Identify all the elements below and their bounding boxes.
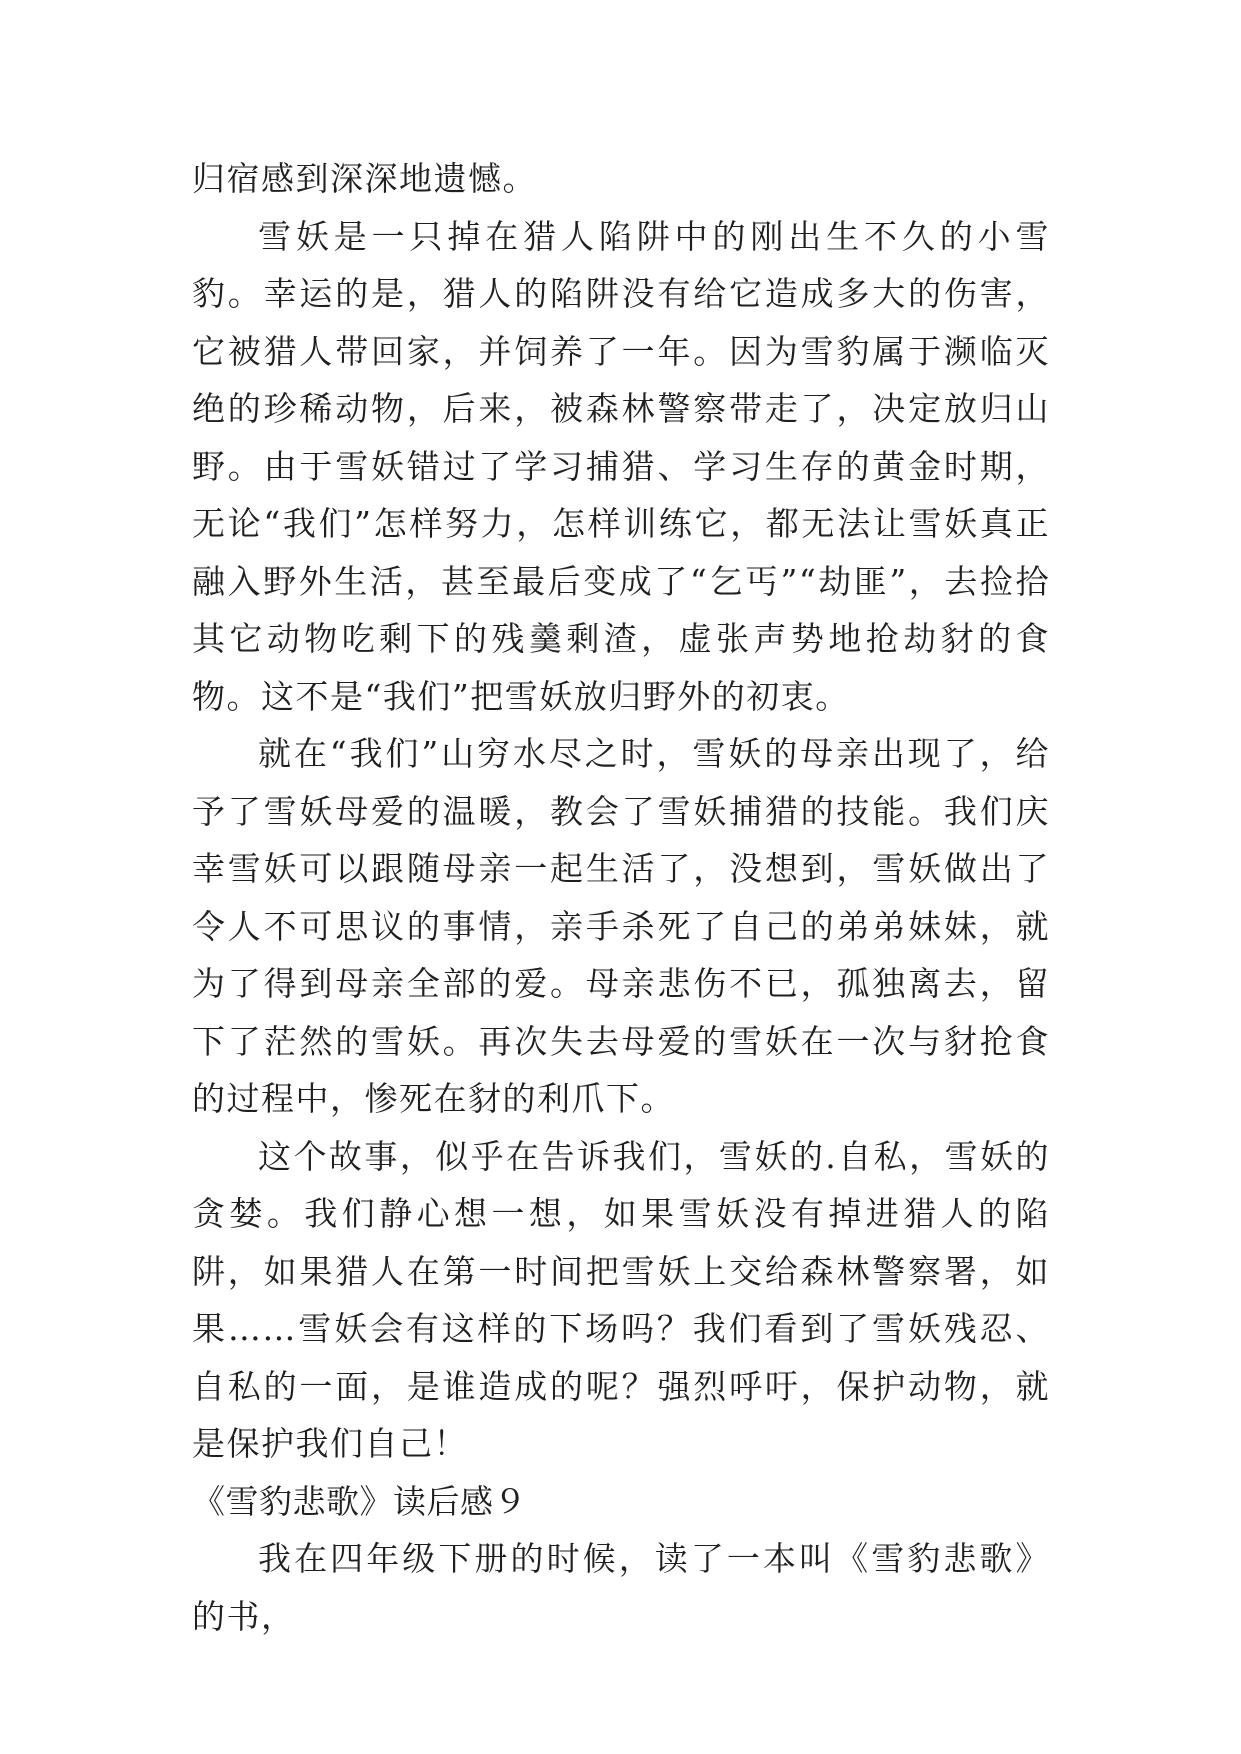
paragraph-mother-appears: 就在“我们”山穷水尽之时，雪妖的母亲出现了，给予了雪妖母爱的温暖，教会了雪妖捕猎的技能。我们庆幸雪妖可以跟随母亲一起生活了，没想到，雪妖做出了令人不可思议的事情，亲手杀死了自己的弟弟妹妹，就为了得到母亲全部的爱。母亲悲伤不已，孤独离去，留下了茫然的雪妖。再次失去母爱的雪妖在一次与豺抢食的过程中，惨死在豺的利爪下。 — [192, 734, 1050, 1118]
document-body — [192, 150, 1050, 1645]
paragraph-story-summary: 雪妖是一只掉在猎人陷阱中的刚出生不久的小雪豹。幸运的是，猎人的陷阱没有给它造成多大的伤害，它被猎人带回家，并饲养了一年。因为雪豹属于濒临灭绝的珍稀动物，后来，被森林警察带走了，决定放归山野。由于雪妖错过了学习捕猎、学习生存的黄金时期，无论“我们”怎样努力，怎样训练它，都无法让雪妖真正融入野外生活，甚至最后变成了“乞丐”“劫匪”，去捡拾其它动物吃剩下的残羹剩渣，虚张声势地抢劫豺的食物。这不是“我们”把雪妖放归野外的初衷。 — [192, 216, 1050, 716]
paragraph-continuation: 归宿感到深深地遗憾。 — [192, 159, 537, 198]
paragraph-reflection: 这个故事，似乎在告诉我们，雪妖的.自私，雪妖的贪婪。我们静心想一想，如果雪妖没有掉进猎人的陷阱，如果猎人在第一时间把雪妖上交给森林警察署，如果……雪妖会有这样的下场吗？我们看到了雪妖残忍、自私的一面，是谁造成的呢？强烈呼吁，保护动物，就是保护我们自己！ — [192, 1136, 1050, 1463]
paragraph-next-essay-opening: 我在四年级下册的时候，读了一本叫《雪豹悲歌》的书， — [192, 1539, 1050, 1636]
section-heading: 《雪豹悲歌》读后感９ — [192, 1481, 527, 1521]
